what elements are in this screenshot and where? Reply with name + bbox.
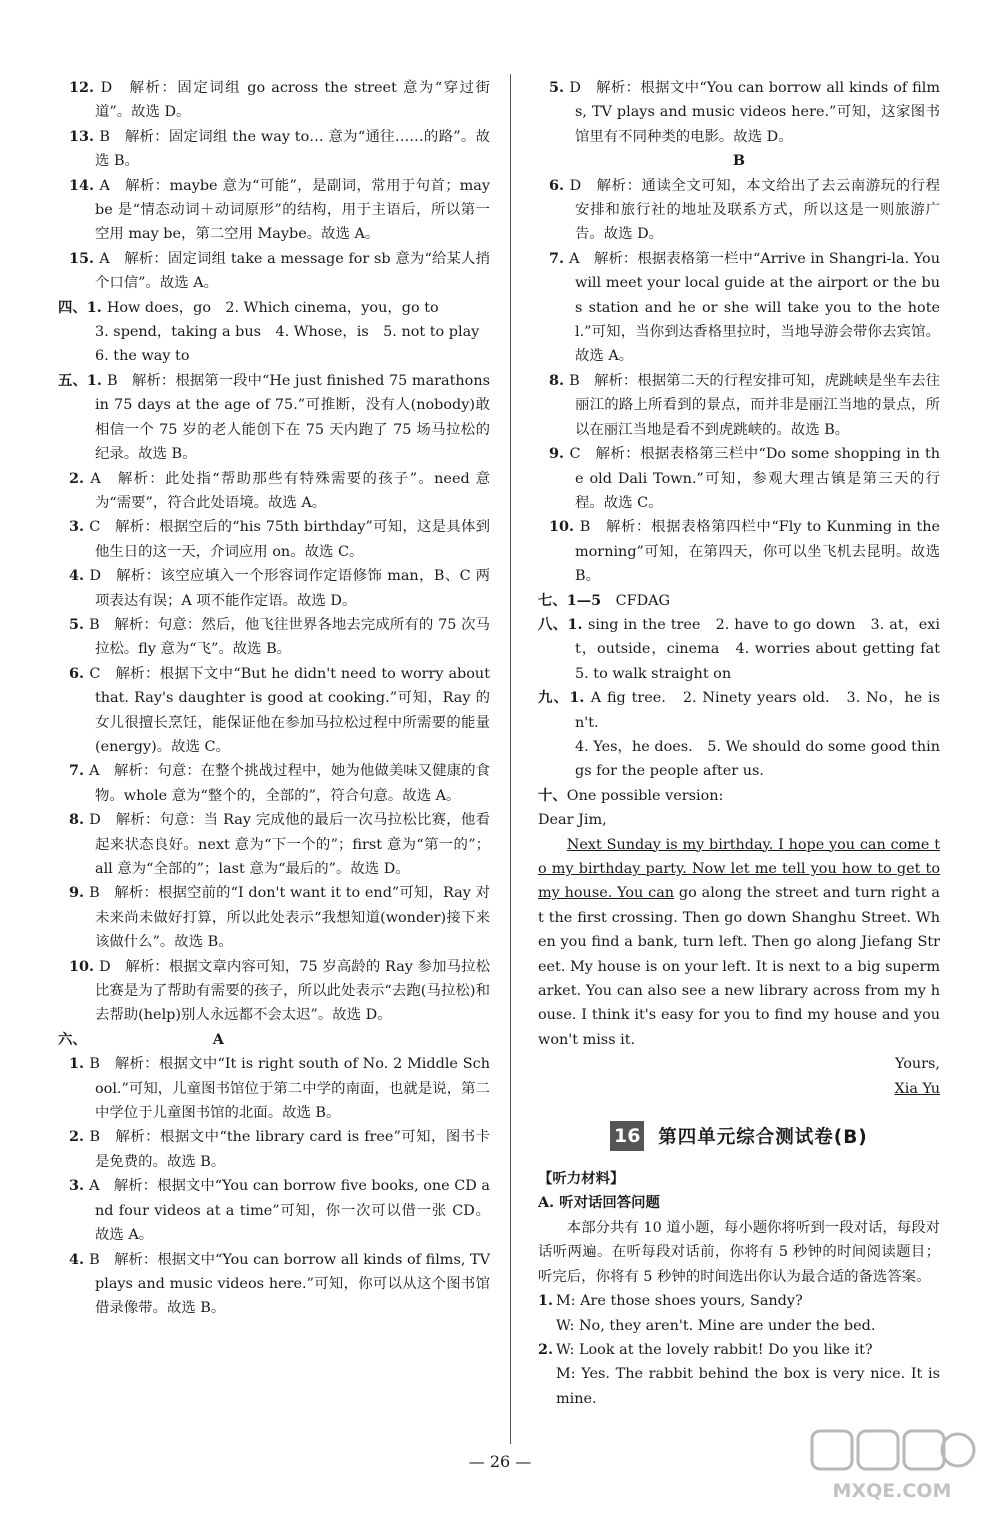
answer-item [58,881,490,954]
answer-item [58,564,490,613]
item-text: A 解析：句意：在整个挑战过程中，她为他做美味又健康的食物。whole 意为“整个的，全部的”，符合句意。故选 A。 [89,763,490,804]
answer-item [58,369,490,467]
item-text: B 解析：根据空前的“I don't want it to end”可知，Ray 对未来尚未做好打算，所以此处表示“我想知道(wonder)接下来该做什么”。故选 B。 [89,885,490,951]
item-number: 9. [549,445,570,463]
dialogue-number: 2. [538,1340,554,1358]
answer-item [58,1248,490,1321]
item-number: 10. [549,518,580,536]
answer-item [58,1052,490,1125]
item-text: D 解析：通读全文可知，本文给出了去云南游玩的行程安排和旅行社的地址及联系方式，所以这是一则旅游广告。故选 D。 [569,177,940,243]
unit-heading [538,1119,940,1153]
item-number: 1. [69,1055,90,1073]
item-number: 6. [549,176,570,194]
item-text: A 解析：此处指“帮助那些有特殊需要的孩子”。need 意为“需要”，符合此处语境。故选 A。 [90,470,490,511]
item-text: B 解析：根据文中“It is right south of No. 2 Middle School.”可知，儿童图书馆位于第二中学的南面，也就是说，第二中学位于儿童图书馆的北面。故选 B。 [89,1056,490,1122]
dialogue-text: W: No, they aren't. Mine are under the bed. [556,1317,876,1334]
item-text: D 解析：该空应填入一个形容词作定语修饰 man，B、C 两项表达有误；A 项不能作定语。故选 D。 [89,568,490,609]
item-number: 八、1. [538,615,588,633]
item-text: 4. Yes，he does. 5. We should do some good things for the people after us. [575,738,940,780]
item-text: C 解析：根据空后的“his 75th birthday”可知，这是具体到他生日的这一天，介词应用 on。故选 C。 [89,519,490,560]
item-number: 3. [69,518,90,536]
letter-underlined: Next Sunday is my birthday. I hope you can come to my birthday party. Now let me tell you how to get to my house. You can [538,836,940,902]
answer-item [538,686,940,735]
closing-text: Yours, [894,1056,940,1073]
item-text: 6. the way to [95,348,190,365]
answer-item [538,149,940,173]
item-number: 七、1—5 [538,591,616,609]
item-text: B 解析：根据第二天的行程安排可知，虎跳峡是坐车去往丽江的路上所看到的景点，而并非是丽江当地的景点，所以在丽江当地是看不到虎跳峡的。故选 B。 [569,372,940,438]
watermark-logo [806,1425,978,1505]
item-number: 十、 [538,786,567,804]
answer-item [58,662,490,760]
listening-dialogue [538,1289,940,1411]
item-text: B 解析：根据文中“You can borrow all kinds of films, TV plays and music videos here.”可知，你可以从这个图书馆借录像带。故选 B。 [89,1251,490,1317]
answer-item [58,759,490,808]
answer-item [58,613,490,662]
dialogue-text: W: Look at the lovely rabbit! Do you like it? [556,1341,873,1358]
item-text: D 解析：固定词组 go across the street 意为“穿过街道”。故选 D。 [95,80,490,121]
item-text: CFDAG [615,592,671,609]
answer-item [58,76,490,125]
letter-greeting: Dear Jim, [538,812,607,829]
page-number: — 26 — [468,1452,532,1471]
item-number: 5. [69,615,90,633]
item-number: 8. [69,811,90,829]
answer-item [538,613,955,686]
answer-item [538,784,940,808]
answer-item [538,515,940,588]
answer-item [538,735,940,784]
item-text: A [212,1030,224,1048]
item-number: 六、 [58,1030,87,1048]
item-text: A 解析：固定词组 take a message for sb 意为“给某人捎个口信”。故选 A。 [95,250,490,292]
item-text: A 解析：根据表格第一栏中“Arrive in Shangri-la. You will meet your local guide at the airport or the bus station and he or she will take you to the hotel.”可知，当你到达香格里拉时，当地导游会带你去宾馆。故选 A。 [569,250,940,365]
right-column [538,76,955,1411]
dialogue-text: M: Are those shoes yours, Sandy? [556,1293,803,1310]
item-text: C 解析：根据表格第三栏中“Do some shopping in the old Dali Town.”可知，参观大理古镇是第三天的行程。故选 C。 [569,446,940,511]
unit-number-badge: 16 [610,1121,644,1151]
item-text: sing in the tree 2. have to go down 3. at，exit，outside，cinema 4. worries about getting fat 5. to walk straight on [575,616,955,682]
answer-item [538,442,940,515]
letter-rest: go along the street and turn right at the first crossing. Then go down Shanghu Street. When you find a bank, turn left. Then go along Jiefang Street. My house is on your left. It is next to a big supermarket. You can also see a new library across from my house. I think it's easy for you to find my house and you won't miss it. [538,885,940,1048]
item-number: 7. [549,249,570,267]
letter-signature [538,1077,940,1101]
item-number: 四、1. [58,298,107,316]
item-number: 8. [549,371,570,389]
item-number: 五、1. [58,371,107,389]
item-text: B 解析：根据第一段中“He just finished 75 marathons in 75 days at the age of 75.”可推断，没有人(nobody)敢相信一个 75 岁的老人能创下在 75 天内跑了 75 场马拉松的纪录。故选 B。 [95,372,490,463]
left-column [58,76,490,1321]
letter-body [538,833,940,1053]
answer-item [58,1028,490,1052]
item-text: B 解析：根据表格第四栏中“Fly to Kunming in the morning”可知，在第四天，你可以坐飞机去昆明。故选 B。 [575,519,940,585]
dialogue-line [538,1338,940,1362]
answer-item [538,589,940,613]
answer-item [58,515,490,564]
item-number: 7. [69,762,90,780]
item-number: 9. [69,884,90,902]
item-number: 5. [549,79,570,96]
item-text: D 解析：根据文章内容可知，75 岁高龄的 Ray 参加马拉松比赛是为了帮助有需要的孩子，所以此处表示“去跑(马拉松)和去帮助(help)别人永远都不会太迟”。故选 D。 [95,958,491,1024]
answer-item [58,1174,490,1247]
item-number: 2. [69,1128,90,1146]
item-number: 15. [69,249,100,267]
answer-item [58,174,490,247]
right-answers [538,76,955,808]
signature-text: Xia Yu [894,1080,940,1097]
item-number: 12. [69,79,101,96]
item-text: How does，go 2. Which cinema，you，go to [106,299,439,316]
answer-item [538,76,940,149]
listening-header: 【听力材料】 [538,1170,625,1188]
listening-section-a: A. 听对话回答问题 [538,1194,660,1212]
item-text: A 解析：maybe 意为“可能”，是副词，常用于句首；may be 是“情态动词＋动词原形”的结构，用于主语后，所以第一空用 may be，第二空用 Maybe。故选 A。 [95,177,491,243]
item-text: B 解析：固定词组 the way to… 意为“通往……的路”。故选 B。 [95,128,490,170]
item-number: 13. [69,127,100,145]
dialogue-line [538,1362,940,1411]
item-text: B 解析：句意：然后，他飞往世界各地去完成所有的 75 次马拉松。fly 意为“飞”。故选 B。 [89,616,490,658]
answer-item [58,1125,490,1174]
answer-item [58,296,490,320]
answer-item [58,467,490,516]
dialogue-line [538,1289,940,1313]
item-text: A fig tree. 2. Ninety years old. 3. No，he isn't. [575,690,940,731]
item-text: A 解析：根据文中“You can borrow five books, one CD and four videos at a time”可知，你一次可以借一张 CD。故选 A。 [89,1178,490,1244]
listening-intro: 本部分共有 10 道小题，每小题你将听到一段对话，每段对话听两遍。在听每段对话前，你将有 5 秒钟的时间阅读题目；听完后，你将有 5 秒钟的时间选出你认为最合适的备选答案。 [538,1219,940,1285]
item-number: 14. [69,176,100,194]
item-text: One possible version: [566,787,724,804]
letter-closing [538,1052,940,1076]
answer-item [58,247,490,296]
answer-item [58,808,490,881]
dialogue-number: 1. [538,1292,554,1310]
item-number: 4. [69,567,90,585]
answer-item [538,247,940,369]
answer-item [538,174,940,247]
answer-item [538,369,940,442]
item-text: C 解析：根据下文中“But he didn't need to worry about that. Ray's daughter is good at cooking.”可知，Ray 的女儿很擅长烹饪，能保证他在参加马拉松过程中所需要的能量(energy)。故选 C。 [89,665,490,755]
dialogue-line [538,1314,940,1338]
item-text: D 解析：句意：当 Ray 完成他的最后一次马拉松比赛，他看起来状态良好。next 意为“下一个的”；first 意为“第一的”；all 意为“全部的”；last 意为“最后的”。故选 D。 [89,812,490,877]
answer-item [58,320,490,344]
answer-item [58,955,490,1028]
item-number: 3. [69,1177,90,1195]
answer-item [58,344,490,368]
item-number: 4. [69,1250,90,1268]
watermark-text: MXQE.COM [832,1480,952,1502]
unit-title: 第四单元综合测试卷(B) [658,1127,868,1149]
item-text: B [732,152,746,170]
item-number: 10. [69,957,100,975]
item-number: 6. [69,664,90,682]
answer-item [58,125,490,174]
item-text: 3. spend，taking a bus 4. Whose，is 5. not to play [95,324,480,341]
item-text: B 解析：根据文中“the library card is free”可知，图书卡是免费的。故选 B。 [89,1129,490,1170]
item-text: D 解析：根据文中“You can borrow all kinds of films, TV plays and music videos here.”可知，这家图书馆里有不同种类的电影。故选 D。 [569,80,940,145]
dialogue-text: M: Yes. The rabbit behind the box is very nice. It is mine. [556,1366,940,1407]
item-number: 2. [69,469,91,487]
item-number: 九、1. [538,689,591,707]
column-divider [510,74,511,1444]
letter-block [538,808,940,1101]
